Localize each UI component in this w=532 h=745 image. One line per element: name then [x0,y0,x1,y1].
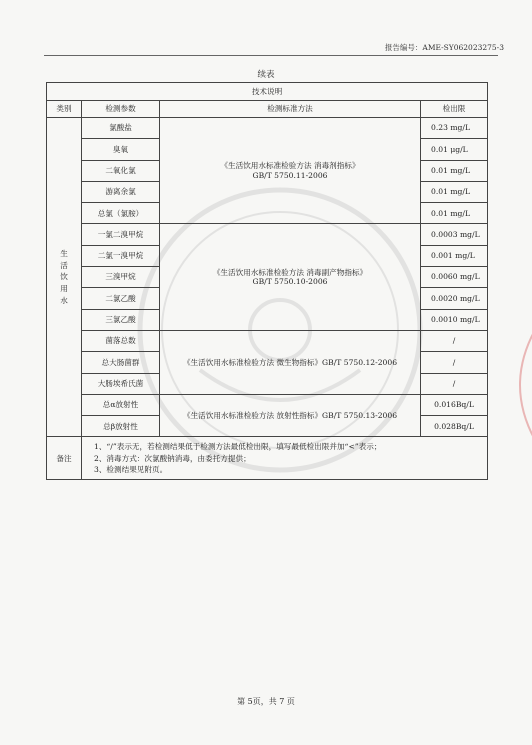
param-cell: 总氯（氯胺） [82,203,160,224]
tech-title: 技术说明 [47,83,488,101]
note-item: 2、消毒方式：次氯酸钠消毒，由委托方提供； [94,453,251,463]
param-cell: 大肠埃希氏菌 [82,373,160,394]
header-method: 检测标准方法 [160,101,421,118]
param-cell: 总α放射性 [82,394,160,415]
param-cell: 菌落总数 [82,330,160,351]
param-cell: 二氯一溴甲烷 [82,245,160,266]
header-rule [44,55,498,56]
param-cell: 臭氧 [82,139,160,160]
header-category: 类别 [47,101,82,118]
limit-cell: / [421,352,488,373]
header-limit: 检出限 [421,101,488,118]
limit-cell: / [421,330,488,351]
param-cell: 二氧化氯 [82,160,160,181]
method-cell: 《生活饮用水标准检验方法 放射性指标》GB/T 5750.13-2006 [160,394,421,437]
tech-table [46,82,488,480]
limit-cell: 0.01 mg/L [421,203,488,224]
param-cell: 一氯二溴甲烷 [82,224,160,245]
note-item: 1、“/”表示无，若检测结果低于检测方法最低检出限，填写最低检出限并加“<”表示； [94,441,382,451]
limit-cell: 0.0020 mg/L [421,288,488,309]
param-cell: 游离余氯 [82,181,160,202]
param-cell: 二氯乙酸 [82,288,160,309]
param-cell: 三溴甲烷 [82,267,160,288]
limit-cell: 0.23 mg/L [421,118,488,139]
limit-cell: 0.01 mg/L [421,160,488,181]
param-cell: 三氯乙酸 [82,309,160,330]
category-cell [47,118,82,437]
header-param: 检测参数 [82,101,160,118]
method-cell: 《生活饮用水标准检验方法 消毒副产物指标》 GB/T 5750.10-2006 [160,224,421,330]
limit-cell: 0.0060 mg/L [421,267,488,288]
limit-cell: 0.0010 mg/L [421,309,488,330]
limit-cell: 0.01 μg/L [421,139,488,160]
category-text: 生 活 饮 用 水 [60,248,68,305]
note-item: 3、检测结果见附页。 [94,465,168,475]
method-cell: 《生活饮用水标准检验方法 微生物指标》GB/T 5750.12-2006 [160,330,421,394]
method-cell: 《生活饮用水标准检验方法 消毒剂指标》 GB/T 5750.11-2006 [160,118,421,224]
param-cell: 氯酸盐 [82,118,160,139]
red-stamp-icon [505,330,532,440]
limit-cell: 0.016Bq/L [421,394,488,415]
notes-cell [82,437,488,480]
report-number: 报告编号：AME-SY062023275-3 [384,43,504,52]
limit-cell: / [421,373,488,394]
page-footer: 第 5页，共 7 页 [237,697,295,706]
continued-label: 续表 [257,70,275,80]
notes-label: 备注 [47,437,82,480]
limit-cell: 0.001 mg/L [421,245,488,266]
param-cell: 总β放射性 [82,416,160,437]
param-cell: 总大肠菌群 [82,352,160,373]
limit-cell: 0.01 mg/L [421,181,488,202]
limit-cell: 0.028Bq/L [421,416,488,437]
limit-cell: 0.0003 mg/L [421,224,488,245]
